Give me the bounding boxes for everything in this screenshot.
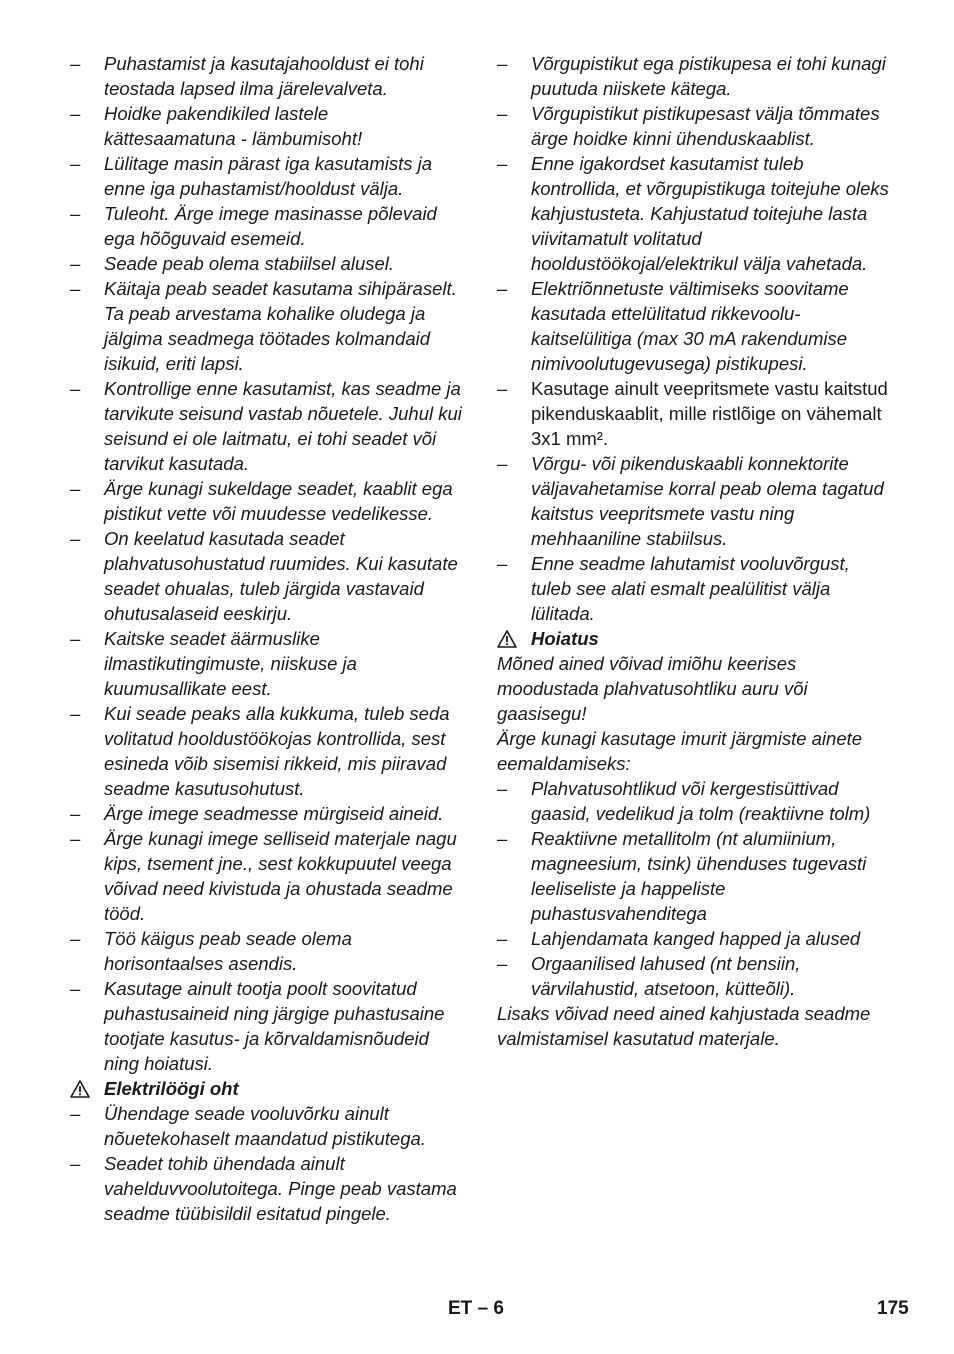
bullet-dash: –: [70, 203, 81, 224]
list-item: – Reaktiivne metallitolm (nt alumiinium, magneesium, tsink) ühenduses tugevasti leeliseliste ja happeliste puhastusvahenditega: [497, 828, 867, 924]
right-safety-list: [497, 51, 889, 626]
bullet-dash: –: [70, 378, 81, 399]
list-item: – Kaitske seadet äärmuslike ilmastikutingimuste, niiskuse ja kuumusallikate eest.: [70, 628, 357, 699]
bullet-dash: –: [70, 628, 81, 649]
list-item: – Töö käigus peab seade olema horisontaalses asendis.: [70, 928, 352, 974]
language-code: ET: [448, 1298, 473, 1319]
list-item: – Võrgupistikut pistikupesast välja tõmmates ärge hoidke kinni ühenduskaablist.: [497, 103, 880, 149]
list-item: – Ärge kunagi sukeldage seadet, kaablit ega pistikut vette või muudesse vedelikesse.: [70, 478, 453, 524]
bullet-dash: –: [497, 453, 508, 474]
bullet-dash: –: [70, 928, 81, 949]
bullet-dash: –: [497, 53, 508, 74]
warning-triangle-icon: [70, 1080, 90, 1098]
list-item: – Kasutage ainult veepritsmete vastu kaitstud pikenduskaablit, mille ristlõige on vähemalt 3x1 mm².: [497, 378, 888, 449]
list-item: – Kasutage ainult tootja poolt soovitatud puhastusaineid ning järgige puhastusaine tootjate kasutus- ja kõrvaldamisnõudeid ning hoiatusi.: [70, 978, 445, 1074]
list-item: – Lülitage masin pärast iga kasutamists ja enne iga puhastamist/hooldust välja.: [70, 153, 433, 199]
warning-triangle-icon: [497, 630, 517, 648]
bullet-dash: –: [497, 828, 508, 849]
list-item: – Lahjendamata kanged happed ja alused: [497, 928, 861, 949]
list-item: – Võrgupistikut ega pistikupesa ei tohi kunagi puutuda niiskete kätega.: [497, 53, 886, 99]
list-item: – Orgaanilised lahused (nt bensiin, värvilahustid, atsetoon, kütteõli).: [497, 953, 801, 999]
warning-intro: Mõned ained võivad imiõhu keerises moodustada plahvatusohtliku auru või gaasisegu!: [497, 653, 808, 724]
bullet-dash: –: [70, 478, 81, 499]
bullet-dash: –: [70, 1103, 81, 1124]
bullet-dash: –: [497, 953, 508, 974]
bullet-dash: –: [70, 1153, 81, 1174]
list-item: – Hoidke pakendikiled lastele kättesaamatuna - lämbumisoht!: [70, 103, 363, 149]
list-item: – Puhastamist ja kasutajahooldust ei tohi teostada lapsed ilma järelevalveta.: [70, 53, 424, 99]
bullet-dash: –: [497, 553, 508, 574]
bullet-dash: –: [70, 528, 81, 549]
section-page: – 6: [477, 1298, 504, 1319]
hazardous-substances-list: [497, 776, 889, 1001]
list-item: – Käitaja peab seadet kasutama sihipäraselt. Ta peab arvestama kohalike oludega ja jälgima seadmega töötades kolmandaid isikuid, eriti lapsi.: [70, 278, 457, 374]
page-number: 175: [877, 1298, 909, 1319]
bullet-dash: –: [497, 103, 508, 124]
electric-shock-heading: Elektrilöögi oht: [70, 1076, 462, 1101]
bullet-dash: –: [497, 378, 508, 399]
footer-language-page: [448, 1298, 504, 1320]
bullet-dash: –: [497, 778, 508, 799]
list-item: – Seadet tohib ühendada ainult vahelduvvoolutoitega. Pinge peab vastama seadme tüübisildil esitatud pingele.: [70, 1153, 457, 1224]
bullet-dash: –: [70, 153, 81, 174]
list-item: – Plahvatusohtlikud või kergestisüttivad gaasid, vedelikud ja tolm (reaktiivne tolm): [497, 778, 871, 824]
list-item: – Tuleoht. Ärge imege masinasse põlevaid ega hõõguvaid esemeid.: [70, 203, 437, 249]
bullet-dash: –: [497, 278, 508, 299]
list-item: – Enne seadme lahutamist vooluvõrgust, tuleb see alati esmalt pealülitist välja lülitada.: [497, 553, 850, 624]
bullet-dash: –: [70, 703, 81, 724]
bullet-dash: –: [497, 928, 508, 949]
bullet-dash: –: [70, 828, 81, 849]
list-item: – On keelatud kasutada seadet plahvatusohustatud ruumides. Kui kasutate seadet ohualas, tuleb järgida vastavaid ohutusalaseid eeskirju.: [70, 528, 458, 624]
list-item: – Kontrollige enne kasutamist, kas seadme ja tarvikute seisund vastab nõuetele. Juhul kui seisund ei ole laitmatu, ei tohi seadet või tarvikut kasutada.: [70, 378, 462, 474]
list-item: – Ärge imege seadmesse mürgiseid aineid.: [70, 803, 444, 824]
warning-heading: Hoiatus: [497, 626, 889, 651]
bullet-dash: –: [70, 103, 81, 124]
list-item: – Seade peab olema stabiilsel alusel.: [70, 253, 395, 274]
bullet-dash: –: [497, 153, 508, 174]
bullet-dash: –: [70, 278, 81, 299]
list-item: – Kui seade peaks alla kukkuma, tuleb seda volitatud hooldustöökojas kontrollida, sest esineda võib sisemisi rikkeid, mis piiravad seadme kasutusohutust.: [70, 703, 450, 799]
list-item: – Ärge kunagi imege selliseid materjale nagu kips, tsement jne., sest kokkupuutel veega võivad need kivistuda ja ohustada seadme tööd.: [70, 828, 457, 924]
left-column: [70, 51, 462, 1226]
bullet-dash: –: [70, 978, 81, 999]
list-item: – Ühendage seade vooluvõrku ainult nõuetekohaselt maandatud pistikutega.: [70, 1103, 426, 1149]
list-item: – Võrgu- või pikenduskaabli konnektorite väljavahetamise korral peab olema tagatud kaitstus veepritsmete vastu ning mehhaaniline stabiilsus.: [497, 453, 884, 549]
bullet-dash: –: [70, 53, 81, 74]
warning-outro: Lisaks võivad need ained kahjustada seadme valmistamisel kasutatud materjale.: [497, 1003, 871, 1049]
list-item: – Elektriõnnetuste vältimiseks soovitame kasutada ettelülitatud rikkevoolu-kaitselülitiga (max 30 mA rakendumise nimivoolutugevusega) pistikupesi.: [497, 278, 849, 374]
warning-lead: Ärge kunagi kasutage imurit järgmiste ainete eemaldamiseks:: [497, 728, 863, 774]
left-safety-list: [70, 51, 462, 1076]
electric-safety-list: [70, 1101, 462, 1226]
bullet-dash: –: [70, 253, 81, 274]
right-column: [497, 51, 889, 1051]
list-item: – Enne igakordset kasutamist tuleb kontrollida, et võrgupistikuga toitejuhe oleks kahjustusteta. Kahjustatud toitejuhe lasta viivitamatult volitatud hooldustöökojal/elektrikul välja vahetada.: [497, 153, 889, 274]
bullet-dash: –: [70, 803, 81, 824]
